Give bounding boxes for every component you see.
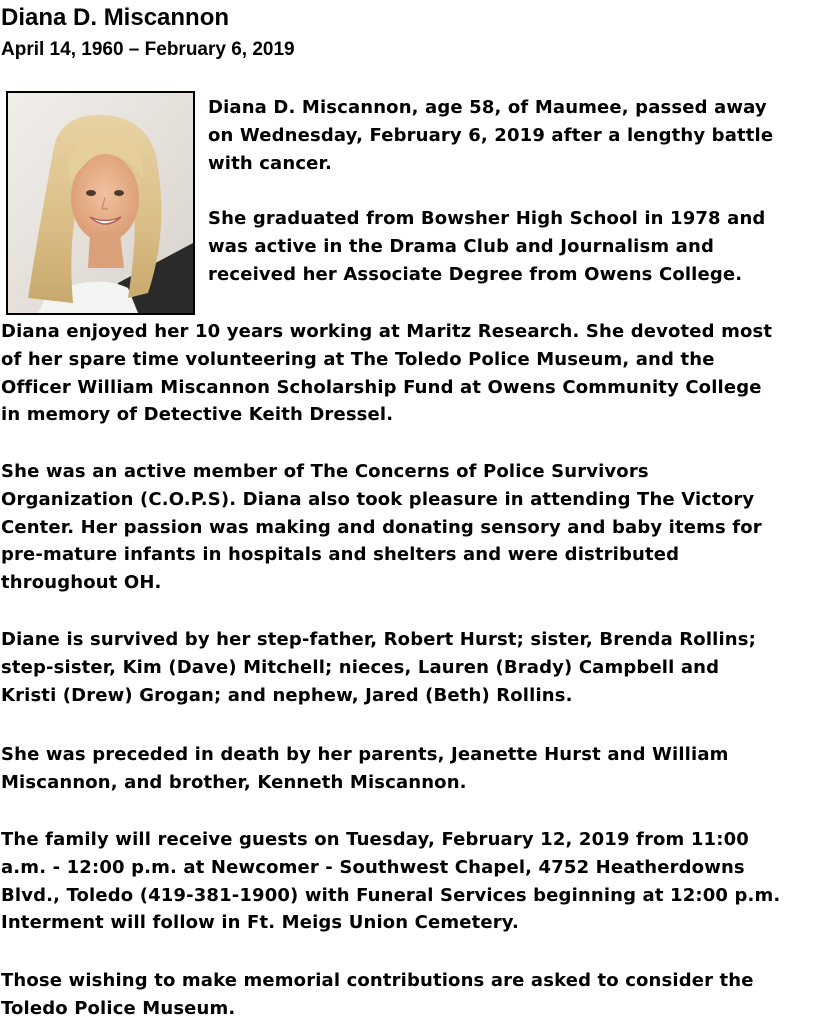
text-line: with cancer. (208, 152, 332, 174)
text-line: The family will receive guests on Tuesday, February 12, 2019 from 11:00 (1, 829, 749, 850)
text-line: was active in the Drama Club and Journalism and (208, 235, 714, 257)
text-line: She graduated from Bowsher High School in 1978 and (208, 208, 766, 229)
obituary-paragraph (208, 205, 765, 288)
text-line: in memory of Detective Keith Dressel. (1, 404, 394, 426)
portrait-photo (6, 91, 195, 315)
text-line: throughout OH. (1, 572, 162, 594)
text-line: pre-mature infants in hospitals and shelters and were distributed (1, 544, 680, 566)
obituary-paragraph (1, 826, 780, 937)
text-line: Interment will follow in Ft. Meigs Union Cemetery. (1, 912, 520, 934)
text-line: Toledo Police Museum. (1, 997, 236, 1019)
text-line: a.m. - 12:00 p.m. at Newcomer - Southwest Chapel, 4752 Heatherdowns (1, 856, 745, 878)
text-line: step-sister, Kim (Dave) Mitchell; nieces, Lauren (Brady) Campbell and (1, 656, 720, 678)
obituary-paragraph (1, 458, 762, 597)
obituary-paragraph (1, 741, 729, 797)
text-line: She was an active member of The Concerns of Police Survivors (1, 461, 649, 482)
text-line: received her Associate Degree from Owens College. (208, 263, 743, 285)
text-line: Kristi (Drew) Grogan; and nephew, Jared (Beth) Rollins. (1, 684, 573, 706)
text-line: Miscannon, and brother, Kenneth Miscannon. (1, 771, 467, 793)
text-line: on Wednesday, February 6, 2019 after a lengthy battle (208, 124, 774, 146)
text-line: of her spare time volunteering at The Toledo Police Museum, and the (1, 348, 715, 370)
text-line: Diana D. Miscannon, age 58, of Maumee, passed away (208, 97, 767, 118)
obituary-name: Diana D. Miscannon (1, 4, 230, 31)
obituary-paragraph (1, 318, 772, 429)
text-line: Blvd., Toledo (419-381-1900) with Funeral Services beginning at 12:00 p.m. (1, 884, 781, 906)
text-line: Those wishing to make memorial contributions are asked to consider the (1, 970, 754, 991)
obituary-paragraph (208, 94, 773, 177)
text-line: Officer William Miscannon Scholarship Fund at Owens Community College (1, 376, 762, 398)
text-line: Organization (C.O.P.S). Diana also took pleasure in attending The Victory (1, 488, 755, 510)
life-dates: April 14, 1960 – February 6, 2019 (1, 39, 295, 60)
text-line: Diana enjoyed her 10 years working at Maritz Research. She devoted most (1, 321, 773, 342)
obituary-paragraph (1, 626, 756, 709)
text-line: Center. Her passion was making and donating sensory and baby items for (1, 516, 762, 538)
text-line: Diane is survived by her step-father, Robert Hurst; sister, Brenda Rollins; (1, 629, 756, 650)
text-line: She was preceded in death by her parents, Jeanette Hurst and William (1, 744, 729, 765)
obituary-paragraph (1, 967, 754, 1023)
